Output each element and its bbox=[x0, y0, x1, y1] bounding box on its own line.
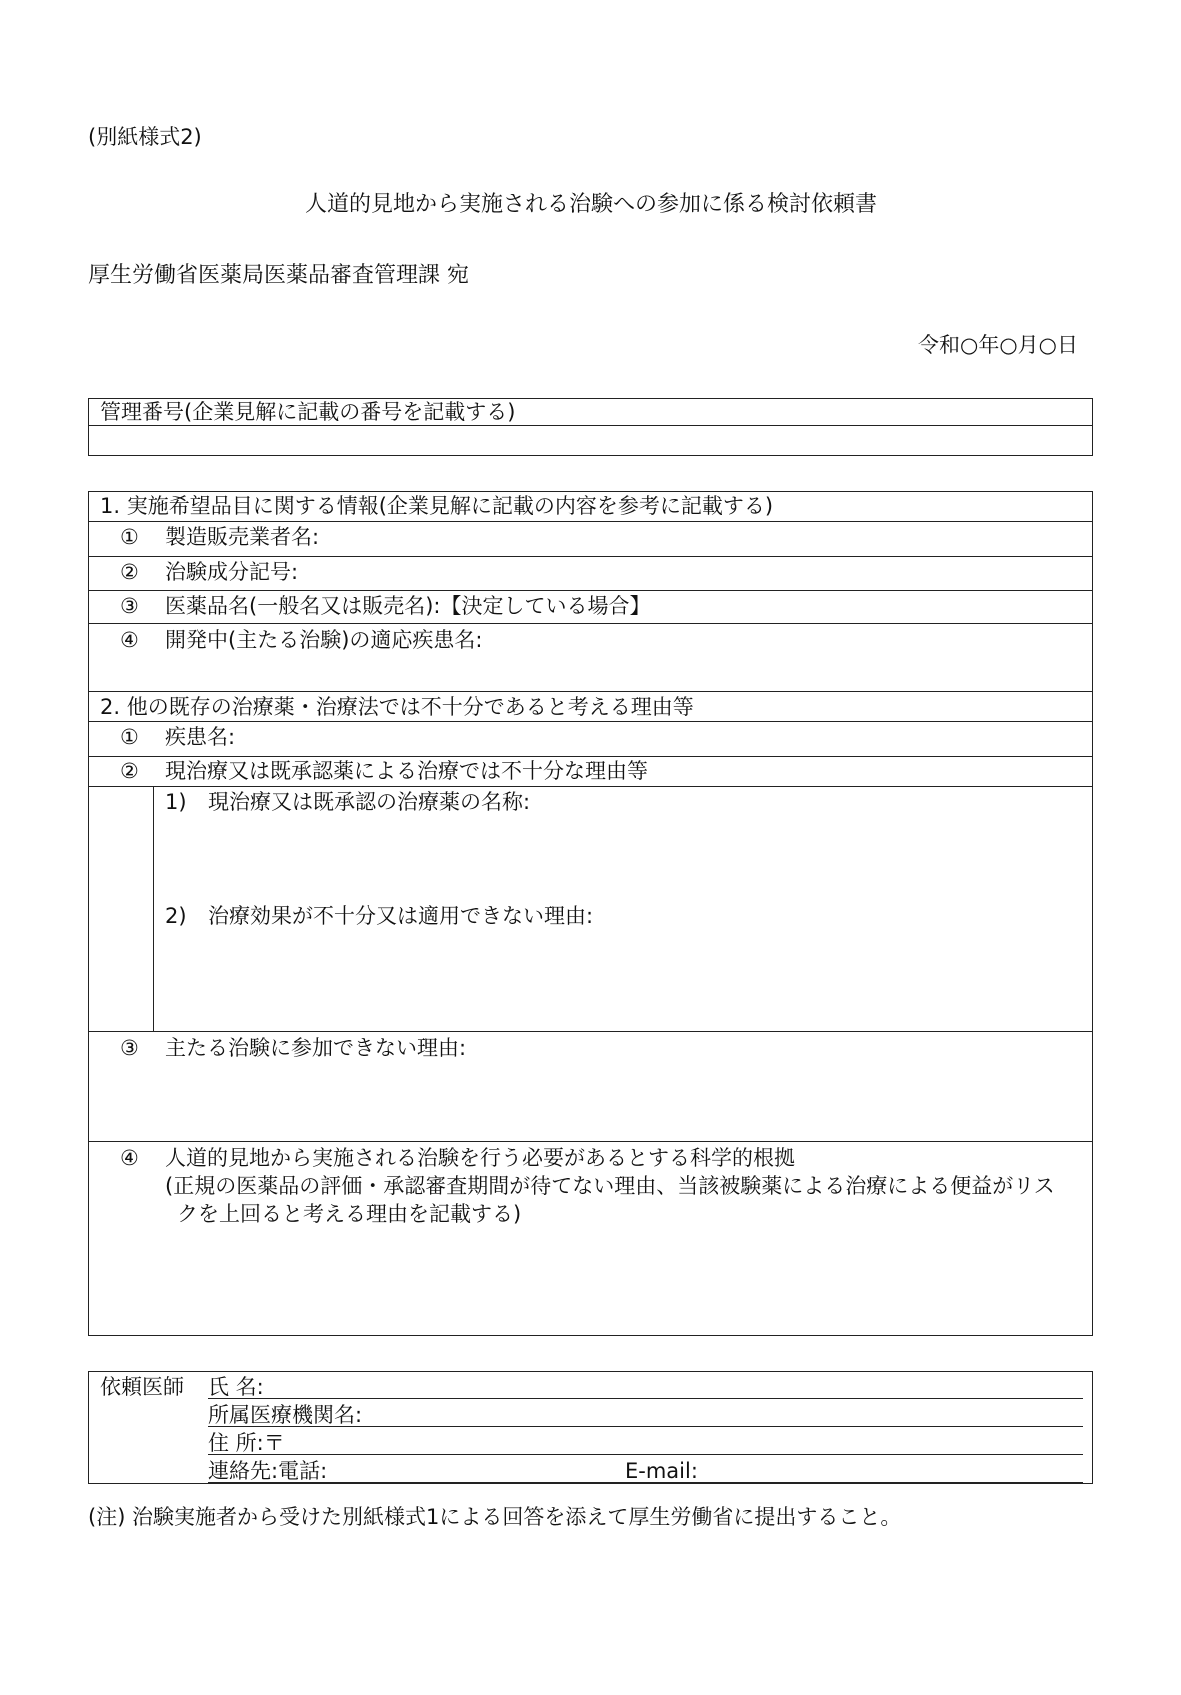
name-field-label: 氏 名: bbox=[208, 1375, 264, 1399]
disease-name-label: 疾患名: bbox=[165, 725, 236, 749]
sub-marker: 1) bbox=[165, 790, 187, 814]
divider bbox=[88, 521, 1093, 522]
requester-heading: 依頼医師 bbox=[100, 1375, 184, 1399]
footnote: (注) 治験実施者から受けた別紙様式1による回答を添えて厚生労働省に提出すること。 bbox=[88, 1505, 902, 1529]
item-marker: ③ bbox=[120, 594, 139, 618]
divider bbox=[88, 556, 1093, 557]
section1-heading: 1. 実施希望品目に関する情報(企業見解に記載の内容を参考に記載する) bbox=[100, 494, 774, 518]
sub-marker: 2) bbox=[165, 904, 187, 928]
section2-heading: 2. 他の既存の治療薬・治療法では不十分であると考える理由等 bbox=[100, 695, 694, 719]
divider bbox=[88, 1031, 1093, 1032]
page-title: 人道的見地から実施される治験への参加に係る検討依頼書 bbox=[305, 192, 878, 217]
divider bbox=[153, 786, 154, 1031]
compound-code-label: 治験成分記号: bbox=[165, 560, 299, 584]
address-field-line[interactable] bbox=[208, 1454, 1083, 1455]
divider bbox=[88, 756, 1093, 757]
cannot-participate-label: 主たる治験に参加できない理由: bbox=[165, 1036, 467, 1060]
manufacturer-label: 製造販売業者名: bbox=[165, 525, 320, 549]
divider bbox=[88, 623, 1093, 624]
institution-field-label: 所属医療機関名: bbox=[208, 1403, 363, 1427]
item-marker: ④ bbox=[120, 1146, 139, 1170]
scientific-basis-note: (正規の医薬品の評価・承認審査期間が待てない理由、当該被験薬による治療による便益がリス bbox=[165, 1174, 1055, 1198]
phone-field-label: 連絡先:電話: bbox=[208, 1459, 328, 1483]
addressee: 厚生労働省医薬局医薬品審査管理課 宛 bbox=[88, 263, 469, 288]
existing-treatment-label: 現治療又は既承認の治療薬の名称: bbox=[208, 790, 531, 814]
item-marker: ① bbox=[120, 525, 139, 549]
scientific-basis-label: 人道的見地から実施される治験を行う必要があるとする科学的根拠 bbox=[165, 1146, 795, 1170]
address-field-label: 住 所:〒 bbox=[208, 1431, 285, 1455]
name-field-line[interactable] bbox=[208, 1398, 1083, 1399]
divider bbox=[88, 425, 1093, 426]
item-marker: ③ bbox=[120, 1036, 139, 1060]
indication-label: 開発中(主たる治験)の適応疾患名: bbox=[165, 628, 483, 652]
date: 令和○年○月○日 bbox=[918, 333, 1078, 357]
item-marker: ① bbox=[120, 725, 139, 749]
management-number-label: 管理番号(企業見解に記載の番号を記載する) bbox=[100, 400, 516, 424]
insufficient-effect-label: 治療効果が不十分又は適用できない理由: bbox=[208, 904, 594, 928]
insufficient-reason-label: 現治療又は既承認薬による治療では不十分な理由等 bbox=[165, 759, 648, 783]
item-marker: ④ bbox=[120, 628, 139, 652]
drug-name-label: 医薬品名(一般名又は販売名):【決定している場合】 bbox=[165, 594, 651, 618]
institution-field-line[interactable] bbox=[208, 1426, 1083, 1427]
item-marker: ② bbox=[120, 759, 139, 783]
divider bbox=[88, 691, 1093, 692]
divider bbox=[88, 786, 1093, 787]
divider bbox=[88, 1141, 1093, 1142]
item-marker: ② bbox=[120, 560, 139, 584]
divider bbox=[88, 590, 1093, 591]
form-label: (別紙様式2) bbox=[88, 125, 202, 149]
divider bbox=[88, 721, 1093, 722]
contact-field-line[interactable] bbox=[208, 1482, 1083, 1483]
email-field-label: E-mail: bbox=[625, 1459, 698, 1483]
scientific-basis-note: クを上回ると考える理由を記載する) bbox=[177, 1202, 522, 1226]
